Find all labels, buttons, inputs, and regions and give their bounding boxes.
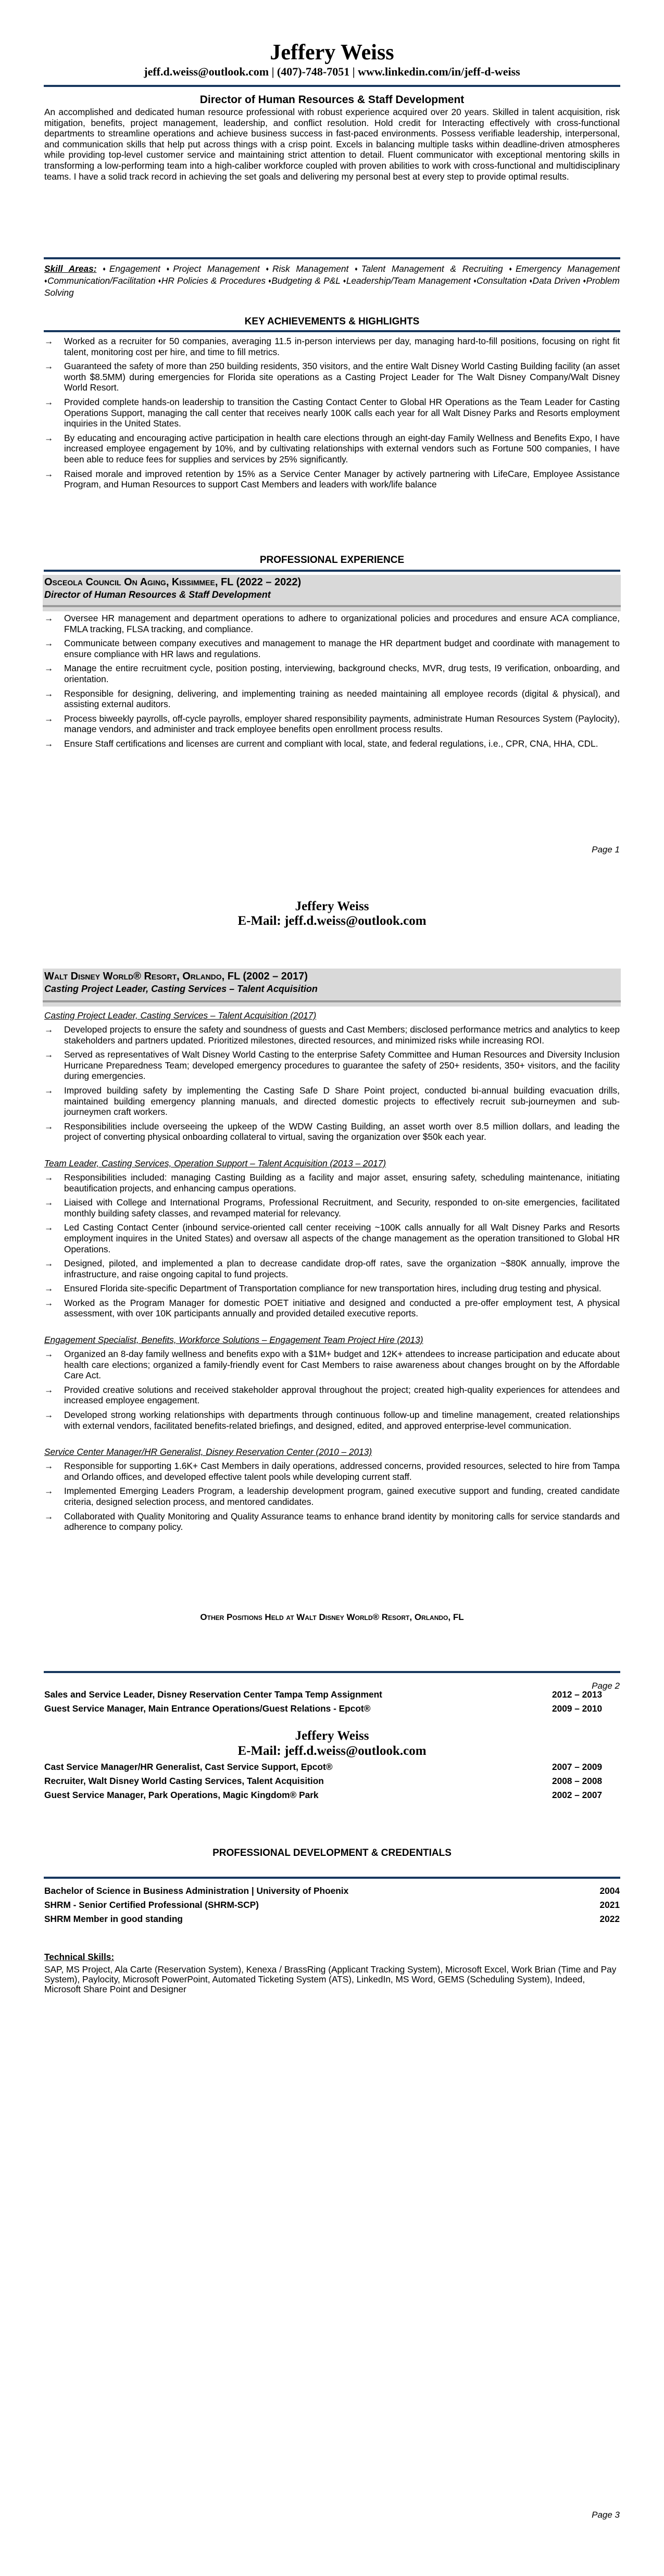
skill-areas xyxy=(44,263,620,298)
arrow-bullet-icon: → xyxy=(44,1024,54,1035)
subrole-bullets xyxy=(44,1024,620,1142)
bullet-text: Worked as the Program Manager for domestic POET initiative and designed and conducted a pre-offer employment test, A physical assessment, with over 10K participants annually and provided detailed executive reports. xyxy=(64,1297,620,1319)
arrow-bullet-icon: → xyxy=(44,1197,54,1208)
bullet-item xyxy=(44,469,620,490)
bullet-item xyxy=(44,1511,620,1532)
job-header-underline xyxy=(43,1000,621,1002)
position-years: 2009 – 2010 xyxy=(552,1703,603,1714)
headline: Director of Human Resources & Staff Development xyxy=(199,94,465,106)
bullet-text: Manage the entire recruitment cycle, position posting, interviewing, background checks, MVR, drug tests, I9 verification, onboarding, and orientation. xyxy=(64,663,620,684)
skill-item xyxy=(158,275,266,286)
position-title: Sales and Service Leader, Disney Reservation Center Tampa Temp Assignment xyxy=(44,1689,382,1700)
credential-title: SHRM Member in good standing xyxy=(44,1914,183,1924)
subrole-bullets xyxy=(44,1349,620,1431)
arrow-bullet-icon: → xyxy=(44,432,54,443)
diamond-bullet-icon: ♦ xyxy=(158,278,161,284)
bullet-text: By educating and encouraging active participation in health care elections through an eight-day Family Wellness and Benefits Expo, I have increased employee engagement by 10%, and by cultivating relationships with external vendors such as Fortune 500 companies, I have been able to reduce fees for supplies and services by 25% significantly. xyxy=(64,432,620,464)
bullet-item xyxy=(44,1461,620,1482)
subrole-block xyxy=(44,1158,620,1319)
bullet-text: Ensure Staff certifications and licenses are current and compliant with local, state, and federal regulations, i.e., CPR, CNA, HHA, CDL. xyxy=(64,738,598,749)
continuation-name: Jeffery Weiss xyxy=(295,1729,369,1743)
arrow-bullet-icon: → xyxy=(44,1410,54,1421)
bullet-item xyxy=(44,361,620,393)
bullet-item xyxy=(44,1197,620,1218)
credentials-rule xyxy=(44,1877,620,1879)
arrow-bullet-icon: → xyxy=(44,1349,54,1360)
skill-text: Risk Management xyxy=(272,263,349,274)
bullet-text: Provided creative solutions and received stakeholder approval throughout the project; created high-quality experiences for attendees and increased employee engagement. xyxy=(64,1384,620,1406)
credential-row xyxy=(44,1899,620,1911)
arrow-bullet-icon: → xyxy=(44,1121,54,1132)
skills-rule xyxy=(44,257,620,259)
bullet-text: Provided complete hands-on leadership to transition the Casting Contact Center to Global HR Operations as the Team Leader for Casting Operations Support, managing the call center that receives nearly 100K calls each year for all Walt Disney Parks and Resorts employment inquiries in the United States. xyxy=(64,396,620,429)
bullet-item xyxy=(44,1385,620,1406)
subrole-bullets xyxy=(44,1172,620,1319)
subrole-title: Casting Project Leader, Casting Services – Talent Acquisition (2017) xyxy=(44,1010,317,1021)
bullet-text: Raised morale and improved retention by 15% as a Service Center Manager by actively partnering with LifeCare, Employee Assistance Program, and Human Resources to support Cast Members and leaders with work/life balance xyxy=(64,468,620,490)
bullet-text: Developed projects to ensure the safety and soundness of guests and Cast Members; disclosed performance metrics and analytics to keep stakeholders and partners updated. Prioritized milestones, directed resources, and minimized risks while increasing ROI. xyxy=(64,1024,620,1046)
skill-text: Engagement xyxy=(109,263,160,274)
diamond-bullet-icon: ♦ xyxy=(355,266,361,272)
credential-row xyxy=(44,1913,620,1925)
bullet-item xyxy=(44,1121,620,1142)
arrow-bullet-icon: → xyxy=(44,1297,54,1308)
credential-title: SHRM - Senior Certified Professional (SHRM-SCP) xyxy=(44,1900,259,1910)
skill-item xyxy=(355,263,503,274)
diamond-bullet-icon: ♦ xyxy=(44,278,48,284)
bullet-text: Responsibilities include overseeing the upkeep of the WDW Casting Building, an asset worth over 8.5 million dollars, and leading the project of converting physical onboarding collateral to virtual, saving the organization over $50k each year. xyxy=(64,1121,620,1142)
arrow-bullet-icon: → xyxy=(44,1384,54,1395)
position-title: Guest Service Manager, Park Operations, Magic Kingdom® Park xyxy=(44,1790,319,1800)
skill-item xyxy=(343,275,471,286)
credentials-list xyxy=(44,1885,620,1925)
arrow-bullet-icon: → xyxy=(44,468,54,479)
skill-text: Emergency Management xyxy=(515,263,620,274)
credential-title: Bachelor of Science in Business Administration | University of Phoenix xyxy=(44,1886,349,1896)
arrow-bullet-icon: → xyxy=(44,688,54,699)
other-positions-title: Other Positions Held at Walt Disney World® Resort, Orlando, FL xyxy=(200,1612,464,1622)
skill-item xyxy=(266,263,348,274)
credential-row xyxy=(44,1885,620,1896)
achievements-rule xyxy=(44,330,620,332)
arrow-bullet-icon: → xyxy=(44,1172,54,1183)
position-years: 2002 – 2007 xyxy=(552,1790,603,1800)
arrow-bullet-icon: → xyxy=(44,1085,54,1096)
diamond-bullet-icon: ♦ xyxy=(266,266,273,272)
contact-line: jeff.d.weiss@outlook.com | (407)-748-7051 | www.linkedin.com/in/jeff-d-weiss xyxy=(144,65,520,78)
diamond-bullet-icon: ♦ xyxy=(529,278,533,284)
skill-item xyxy=(103,263,160,274)
arrow-bullet-icon: → xyxy=(44,663,54,674)
arrow-bullet-icon: → xyxy=(44,1283,54,1294)
achievements-title: KEY ACHIEVEMENTS & HIGHLIGHTS xyxy=(244,316,420,327)
other-positions-list-b xyxy=(44,1761,620,1801)
summary: An accomplished and dedicated human resource professional with robust experience acquired over 20 years. Skilled in talent acquisition, risk mitigation, benefits, project management, leadership, and conflict resolution. Hold credit for Interacting effectively with cross-functional departments to streamline operations and achieve business success in fast-paced environments. Possess verifiable leadership, interpersonal, and communication skills that help put across things with a crisp point. Excels in balancing multiple tasks within deadline-driven atmospheres while providing top-level customer service and maintaining strict attention to detail. Fluent communicator with exceptional mentoring skills in transforming a low-performing team into a high-caliber workforce coupled with proven abilities to work with cross-functional and multidisciplinary teams. I have a solid track record in achieving the set goals and delivering my personal best at every step to provide optimal results. xyxy=(44,107,620,182)
skill-text: Data Driven xyxy=(532,275,581,286)
job-org: Osceola Council On Aging, Kissimmee, FL (2022 – 2022) xyxy=(44,576,302,588)
arrow-bullet-icon: → xyxy=(44,738,54,749)
diamond-bullet-icon: ♦ xyxy=(509,266,516,272)
job-role: Director of Human Resources & Staff Development xyxy=(44,589,271,600)
bullet-item xyxy=(44,663,620,684)
bullet-item xyxy=(44,1298,620,1319)
bullet-text: Communicate between company executives and management to manage the HR department budget and coordinate with management to ensure compliance with HR laws and regulations. xyxy=(64,638,620,659)
bullet-text: Led Casting Contact Center (inbound service-oriented call center receiving ~100K calls annually for all Walt Disney Parks and Resorts employment inquires in the United States) and oversaw all aspects of the change management as the operation transitioned to Global HR Operations. xyxy=(64,1222,620,1254)
position-title: Recruiter, Walt Disney World Casting Services, Talent Acquisition xyxy=(44,1776,324,1786)
other-positions-list-a xyxy=(44,1689,620,1714)
bullet-item xyxy=(44,688,620,710)
arrow-bullet-icon: → xyxy=(44,396,54,407)
technical-skills-text: SAP, MS Project, Ala Carte (Reservation System), Kenexa / BrassRing (Applicant Tracking System), Microsoft Excel, Work Brian (Time and Pay System), Paylocity, Microsoft PowerPoint, Automated Ticketing System (ATS), LinkedIn, MS Word, GEMS (Scheduling System), Indeed, Microsoft Share Point and Designer xyxy=(44,1964,617,1994)
arrow-bullet-icon: → xyxy=(44,1486,54,1497)
bullet-item xyxy=(44,433,620,465)
diamond-bullet-icon: ♦ xyxy=(343,278,346,284)
skill-item xyxy=(473,275,527,286)
disney-subroles xyxy=(44,1010,620,1536)
diamond-bullet-icon: ♦ xyxy=(583,278,586,284)
other-positions-rule xyxy=(44,1671,620,1673)
arrow-bullet-icon: → xyxy=(44,1049,54,1060)
skill-item xyxy=(44,275,156,286)
skill-areas-label: Skill Areas: xyxy=(44,263,97,274)
technical-skills xyxy=(44,1952,620,1994)
bullet-text: Designed, piloted, and implemented a plan to decrease candidate drop-off rates, save the organization ~$80K annually, improve the infrastructure, and raise ongoing capital to fund projects. xyxy=(64,1258,620,1279)
diamond-bullet-icon: ♦ xyxy=(103,266,109,272)
skill-text: Budgeting & P&L xyxy=(271,275,341,286)
position-years: 2012 – 2013 xyxy=(552,1689,603,1700)
subrole-bullets xyxy=(44,1461,620,1532)
diamond-bullet-icon: ♦ xyxy=(166,266,173,272)
skill-text: Talent Management & Recruiting xyxy=(361,263,503,274)
experience-title: PROFESSIONAL EXPERIENCE xyxy=(259,555,405,566)
bullet-text: Served as representatives of Walt Disney World Casting to the enterprise Safety Committee and Human Resources and Diversity Inclusion Hurricane Preparedness Team; developed emergency procedures to guarantee the safety of 250+ residents, 350+ visitors, and the facility during emergencies. xyxy=(64,1049,620,1082)
candidate-name: Jeffery Weiss xyxy=(270,41,394,65)
position-row xyxy=(44,1775,620,1787)
arrow-bullet-icon: → xyxy=(44,336,54,346)
bullet-text: Process biweekly payrolls, off-cycle payrolls, employer shared responsibility payments, administrate Human Resources System (Paylocity), manage vendors, and administer and track employee benefits open enrollment process results. xyxy=(64,713,620,735)
bullet-item xyxy=(44,1349,620,1381)
credential-year: 2021 xyxy=(599,1900,620,1910)
bullet-item xyxy=(44,613,620,634)
subrole-block xyxy=(44,1447,620,1532)
job-role: Casting Project Leader, Casting Services – Talent Acquisition xyxy=(44,984,318,994)
skill-item xyxy=(268,275,340,286)
bullet-item xyxy=(44,738,620,749)
skill-text: Project Management xyxy=(173,263,260,274)
bullet-item xyxy=(44,638,620,659)
bullet-text: Implemented Emerging Leaders Program, a leadership development program, gained executive support and funding, created candidate criteria, designed selection process, and mentored candidates. xyxy=(64,1486,620,1507)
continuation-email: E-Mail: jeff.d.weiss@outlook.com xyxy=(237,914,427,928)
bullet-text: Collaborated with Quality Monitoring and Quality Assurance teams to enhance brand identity by monitoring calls for service standards and adherence to company policy. xyxy=(64,1511,620,1532)
bullet-text: Improved building safety by implementing the Casting Safe D Share Point project, conducted bi-annual building evacuation drills, maintained building emergency planning manuals, and directed domestic projects to effectively recruit sub-journeymen and sub-journeymen craft workers. xyxy=(64,1085,620,1117)
subrole-block xyxy=(44,1335,620,1431)
arrow-bullet-icon: → xyxy=(44,613,54,623)
position-row xyxy=(44,1761,620,1773)
subrole-title: Service Center Manager/HR Generalist, Disney Reservation Center (2010 – 2013) xyxy=(44,1447,372,1457)
skill-text: HR Policies & Procedures xyxy=(161,275,266,286)
bullet-text: Oversee HR management and department operations to adhere to organizational policies and procedures and ensure ACA compliance, FMLA tracking, FLSA tracking, and compliance. xyxy=(64,613,620,634)
position-row xyxy=(44,1703,620,1714)
subrole-block xyxy=(44,1010,620,1142)
arrow-bullet-icon: → xyxy=(44,1511,54,1522)
experience-rule xyxy=(44,570,620,572)
bullet-text: Responsible for supporting 1.6K+ Cast Members in daily operations, addressed concerns, provided resources, selected to hire from Tampa and Orlando offices, and developed effective talent pools while developing current staff. xyxy=(64,1461,620,1482)
page-number: Page 1 xyxy=(592,845,620,855)
credential-year: 2004 xyxy=(599,1886,620,1896)
page-number: Page 2 xyxy=(592,1681,620,1691)
arrow-bullet-icon: → xyxy=(44,638,54,649)
achievements-list xyxy=(44,336,620,494)
bullet-item xyxy=(44,1024,620,1046)
bullet-item xyxy=(44,1486,620,1507)
skill-item xyxy=(529,275,580,286)
continuation-name: Jeffery Weiss xyxy=(295,899,369,913)
bullet-text: Ensured Florida site-specific Department of Transportation compliance for new transportation hires, including drug testing and physical. xyxy=(64,1283,602,1294)
skill-item xyxy=(167,263,260,274)
position-title: Guest Service Manager, Main Entrance Operations/Guest Relations - Epcot® xyxy=(44,1703,371,1714)
bullet-text: Responsible for designing, delivering, and implementing training as needed maintaining all employee records (digital & physical), and assisting external auditors. xyxy=(64,688,620,710)
bullet-item xyxy=(44,1172,620,1193)
arrow-bullet-icon: → xyxy=(44,1222,54,1233)
bullet-text: Developed strong working relationships with departments through continuous follow-up and timeline management, created relationships with external vendors, facilitated benefits-related briefings, and designed, edited, and approved enterprise-level communication. xyxy=(64,1410,620,1431)
subrole-title: Team Leader, Casting Services, Operation Support – Talent Acquisition (2013 – 2017) xyxy=(44,1158,386,1168)
skill-text: Problem Solving xyxy=(44,275,620,298)
bullet-item xyxy=(44,397,620,429)
bullet-item xyxy=(44,1258,620,1279)
bullet-item xyxy=(44,713,620,735)
skill-text: Consultation xyxy=(477,275,527,286)
page-number: Page 3 xyxy=(592,2510,620,2520)
bullet-item xyxy=(44,1085,620,1117)
bullet-item xyxy=(44,336,620,357)
bullet-item xyxy=(44,1222,620,1254)
job-org: Walt Disney World® Resort, Orlando, FL (2002 – 2017) xyxy=(44,971,308,982)
position-years: 2008 – 2008 xyxy=(552,1776,603,1786)
skill-areas-list xyxy=(44,263,620,298)
position-row xyxy=(44,1689,620,1700)
diamond-bullet-icon: ♦ xyxy=(473,278,477,284)
bullet-item xyxy=(44,1410,620,1431)
skill-text: Communication/Facilitation xyxy=(47,275,156,286)
skill-item xyxy=(509,263,620,274)
arrow-bullet-icon: → xyxy=(44,713,54,724)
credentials-title: PROFESSIONAL DEVELOPMENT & CREDENTIALS xyxy=(212,1848,452,1858)
bullet-item xyxy=(44,1049,620,1082)
continuation-email: E-Mail: jeff.d.weiss@outlook.com xyxy=(237,1744,427,1758)
bullet-text: Responsibilities included: managing Casting Building as a facility and major asset, ensuring safety, scheduling maintenance, initiating beautification projects, and enhancing campus operations. xyxy=(64,1172,620,1193)
credential-year: 2022 xyxy=(599,1914,620,1924)
job-header-osceola xyxy=(43,575,621,611)
subrole-title: Engagement Specialist, Benefits, Workforce Solutions – Engagement Team Project Hire (2013) xyxy=(44,1335,423,1346)
job-header-underline xyxy=(43,605,621,607)
position-title: Cast Service Manager/HR Generalist, Cast Service Support, Epcot® xyxy=(44,1762,333,1772)
skill-text: Leadership/Team Management xyxy=(346,275,471,286)
bullet-item xyxy=(44,1283,620,1294)
job-header-disney xyxy=(43,969,621,1007)
arrow-bullet-icon: → xyxy=(44,361,54,372)
bullet-text: Guaranteed the safety of more than 250 building residents, 350 visitors, and the entire Walt Disney World Casting Building facility (an asset worth $8.5MM) during emergencies for Florida site operations as a Casting Project Leader for The Walt Disney Company/Walt Disney World Resort. xyxy=(64,361,620,393)
header-rule xyxy=(44,85,620,87)
position-years: 2007 – 2009 xyxy=(552,1762,603,1772)
technical-skills-label: Technical Skills: xyxy=(44,1952,115,1962)
bullet-text: Liaised with College and International Programs, Professional Recruitment, and Security, responded to on-site emergencies, facilitated monthly building safety classes, and revamped material for relevancy. xyxy=(64,1197,620,1218)
arrow-bullet-icon: → xyxy=(44,1258,54,1269)
diamond-bullet-icon: ♦ xyxy=(268,278,272,284)
position-row xyxy=(44,1789,620,1801)
bullet-text: Organized an 8-day family wellness and benefits expo with a $1M+ budget and 12K+ attendees to increase participation and educate about health care elections; organized a family-friendly event for Cast Members to raise awareness about changes brought on by the Affordable Care Act. xyxy=(64,1349,620,1381)
arrow-bullet-icon: → xyxy=(44,1461,54,1472)
job-bullets-osceola xyxy=(44,613,620,753)
bullet-text: Worked as a recruiter for 50 companies, averaging 11.5 in-person interviews per day, managing hard-to-fill positions, focusing on right fit talent, monitoring cost per hire, and time to fill metrics. xyxy=(64,336,620,357)
